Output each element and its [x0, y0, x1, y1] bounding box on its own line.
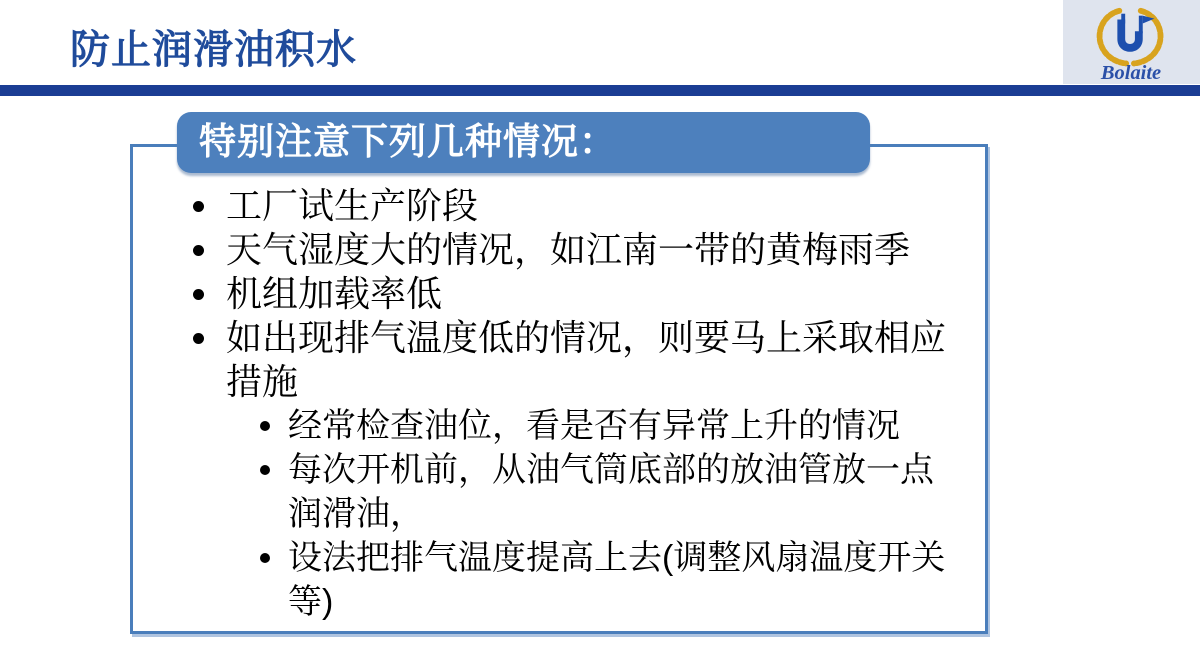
emblem-icon — [1117, 14, 1154, 52]
brand-wordmark: Bolaite — [1100, 62, 1161, 82]
callout-header — [177, 112, 870, 173]
list-item — [133, 228, 973, 272]
brand-logo — [1063, 0, 1200, 84]
list-item-line: 每次开机前，从油气筒底部的放油管放一点 — [288, 451, 934, 489]
sub-list-item — [133, 448, 973, 536]
list-item-line: 等) — [288, 583, 334, 621]
list-item — [133, 272, 973, 316]
list-item — [133, 184, 973, 228]
list-item-line: 润滑油， — [288, 495, 424, 533]
callout-header-label: 特别注意下列几种情况： — [199, 121, 617, 162]
page-title: 防止润滑油积水 — [70, 28, 357, 72]
list-item-line: 如出现排气温度低的情况，则要马上采取相应 — [226, 317, 947, 358]
sub-list-item — [133, 404, 973, 448]
list-item — [133, 316, 973, 404]
sub-list-item — [133, 536, 973, 624]
list-item-line: 设法把排气温度提高上去(调整风扇温度开关 — [288, 539, 946, 577]
list-item-line: 机组加载率低 — [226, 273, 443, 314]
list-item-line: 措施 — [226, 361, 299, 402]
bullet-list — [133, 184, 973, 624]
list-item-line: 经常检查油位，看是否有异常上升的情况 — [288, 407, 900, 445]
brand-logo-icon — [1071, 2, 1193, 82]
title-underline-band — [0, 85, 1200, 96]
list-item-line: 工厂试生产阶段 — [226, 185, 479, 226]
list-item-line: 天气湿度大的情况，如江南一带的黄梅雨季 — [226, 229, 911, 270]
